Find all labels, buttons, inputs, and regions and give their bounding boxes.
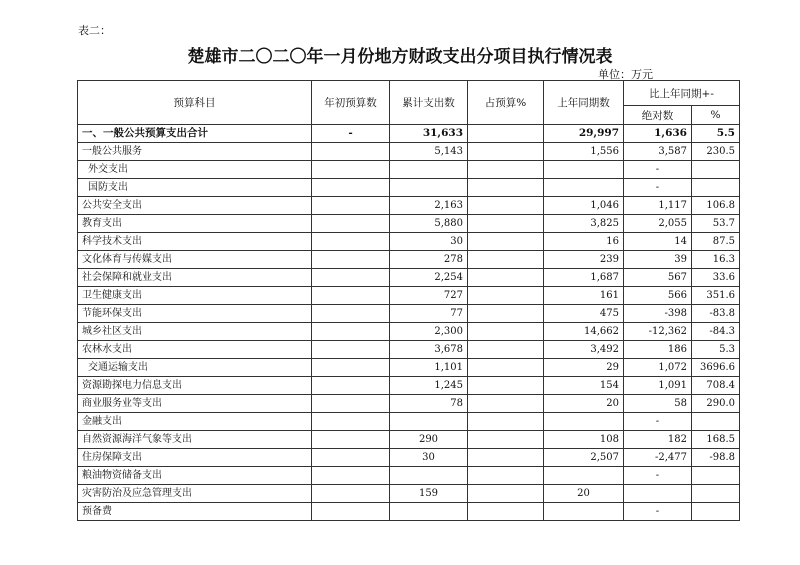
cell-percent (692, 503, 740, 521)
cell-pct-budget (468, 377, 544, 395)
cell-pct-budget (468, 449, 544, 467)
cell-last-year: 2,507 (544, 449, 624, 467)
cell-pct-budget (468, 413, 544, 431)
cell-percent: 53.7 (692, 215, 740, 233)
cell-item: 国防支出 (78, 179, 312, 197)
cell-budget (312, 305, 390, 323)
cell-cumulative: 1,245 (390, 377, 468, 395)
header-budget: 年初预算数 (312, 81, 390, 125)
cell-last-year (544, 161, 624, 179)
cell-absolute: 567 (624, 269, 692, 287)
cell-item: 公共安全支出 (78, 197, 312, 215)
cell-last-year: 108 (544, 431, 624, 449)
cell-item: 教育支出 (78, 215, 312, 233)
cell-last-year: 1,556 (544, 143, 624, 161)
cell-percent: 351.6 (692, 287, 740, 305)
cell-absolute: 566 (624, 287, 692, 305)
cell-absolute: - (624, 467, 692, 485)
cell-cumulative: 30 (390, 449, 468, 467)
cell-last-year: 154 (544, 377, 624, 395)
cell-cumulative: 3,678 (390, 341, 468, 359)
cell-item: 一般公共服务 (78, 143, 312, 161)
cell-pct-budget (468, 485, 544, 503)
table-row (78, 467, 740, 485)
cell-absolute: - (624, 503, 692, 521)
cell-item: 一、一般公共预算支出合计 (78, 125, 312, 143)
cell-absolute (624, 485, 692, 503)
cell-percent: 33.6 (692, 269, 740, 287)
cell-last-year: 20 (544, 485, 624, 503)
cell-pct-budget (468, 215, 544, 233)
cell-item: 资源勘探电力信息支出 (78, 377, 312, 395)
cell-last-year (544, 179, 624, 197)
table-row (78, 359, 740, 377)
cell-cumulative: 1,101 (390, 359, 468, 377)
table-row (78, 323, 740, 341)
cell-budget (312, 233, 390, 251)
cell-budget (312, 341, 390, 359)
cell-pct-budget (468, 287, 544, 305)
cell-absolute: - (624, 161, 692, 179)
table-row (78, 161, 740, 179)
cell-absolute: -2,477 (624, 449, 692, 467)
cell-last-year: 1,046 (544, 197, 624, 215)
report-title: 楚雄市二〇二〇年一月份地方财政支出分项目执行情况表 (187, 47, 613, 67)
cell-item: 科学技术支出 (78, 233, 312, 251)
cell-item: 卫生健康支出 (78, 287, 312, 305)
cell-budget (312, 503, 390, 521)
cell-absolute: 1,091 (624, 377, 692, 395)
table-row (78, 305, 740, 323)
total-row (78, 125, 740, 143)
cell-cumulative: 30 (390, 233, 468, 251)
cell-budget (312, 395, 390, 413)
cell-budget (312, 467, 390, 485)
header-compare: 比上年同期+- (624, 81, 740, 106)
table-row (78, 251, 740, 269)
header-pct-budget: 占预算% (468, 81, 544, 125)
cell-pct-budget (468, 179, 544, 197)
cell-last-year: 3,825 (544, 215, 624, 233)
cell-percent (692, 485, 740, 503)
cell-absolute: - (624, 179, 692, 197)
cell-percent: 16.3 (692, 251, 740, 269)
cell-pct-budget (468, 431, 544, 449)
cell-cumulative: 2,300 (390, 323, 468, 341)
cell-percent (692, 413, 740, 431)
cell-last-year: 29 (544, 359, 624, 377)
cell-budget (312, 287, 390, 305)
cell-cumulative: 77 (390, 305, 468, 323)
cell-cumulative: 2,163 (390, 197, 468, 215)
cell-item: 自然资源海洋气象等支出 (78, 431, 312, 449)
cell-cumulative (390, 413, 468, 431)
cell-item: 金融支出 (78, 413, 312, 431)
cell-last-year (544, 503, 624, 521)
cell-percent: -83.8 (692, 305, 740, 323)
cell-budget: - (312, 125, 390, 143)
cell-last-year: 239 (544, 251, 624, 269)
cell-pct-budget (468, 125, 544, 143)
cell-item: 交通运输支出 (78, 359, 312, 377)
cell-cumulative: 278 (390, 251, 468, 269)
table-row (78, 395, 740, 413)
cell-percent (692, 179, 740, 197)
cell-item: 城乡社区支出 (78, 323, 312, 341)
cell-pct-budget (468, 503, 544, 521)
cell-pct-budget (468, 269, 544, 287)
table-row (78, 449, 740, 467)
cell-budget (312, 377, 390, 395)
table-row (78, 431, 740, 449)
table-row (78, 143, 740, 161)
cell-last-year: 475 (544, 305, 624, 323)
cell-absolute: 58 (624, 395, 692, 413)
cell-cumulative: 159 (390, 485, 468, 503)
cell-absolute: 39 (624, 251, 692, 269)
cell-percent: 3696.6 (692, 359, 740, 377)
cell-item: 农林水支出 (78, 341, 312, 359)
cell-last-year (544, 467, 624, 485)
cell-cumulative: 31,633 (390, 125, 468, 143)
cell-pct-budget (468, 323, 544, 341)
cell-pct-budget (468, 251, 544, 269)
cell-item: 节能环保支出 (78, 305, 312, 323)
cell-absolute: 14 (624, 233, 692, 251)
cell-budget (312, 323, 390, 341)
cell-absolute: 182 (624, 431, 692, 449)
cell-cumulative: 2,254 (390, 269, 468, 287)
cell-item: 社会保障和就业支出 (78, 269, 312, 287)
cell-budget (312, 179, 390, 197)
unit-label: 单位：万元 (598, 68, 653, 81)
table-row (78, 197, 740, 215)
cell-absolute: -12,362 (624, 323, 692, 341)
cell-budget (312, 143, 390, 161)
cell-last-year: 16 (544, 233, 624, 251)
cell-last-year: 20 (544, 395, 624, 413)
cell-percent (692, 467, 740, 485)
cell-percent: -98.8 (692, 449, 740, 467)
cell-last-year: 3,492 (544, 341, 624, 359)
table-row (78, 269, 740, 287)
cell-budget (312, 359, 390, 377)
cell-cumulative (390, 161, 468, 179)
header-cumulative: 累计支出数 (390, 81, 468, 125)
cell-cumulative (390, 503, 468, 521)
cell-last-year (544, 413, 624, 431)
cell-budget (312, 269, 390, 287)
table-row (78, 341, 740, 359)
cell-cumulative: 727 (390, 287, 468, 305)
cell-last-year: 14,662 (544, 323, 624, 341)
cell-pct-budget (468, 359, 544, 377)
cell-item: 预备费 (78, 503, 312, 521)
table-row (78, 215, 740, 233)
table-row (78, 413, 740, 431)
cell-absolute: 2,055 (624, 215, 692, 233)
cell-budget (312, 161, 390, 179)
header-percent: % (692, 106, 740, 125)
cell-budget (312, 431, 390, 449)
table-row (78, 233, 740, 251)
cell-absolute: 1,636 (624, 125, 692, 143)
header-absolute: 绝对数 (624, 106, 692, 125)
cell-percent: 5.3 (692, 341, 740, 359)
cell-absolute: 186 (624, 341, 692, 359)
cell-pct-budget (468, 233, 544, 251)
cell-item: 住房保障支出 (78, 449, 312, 467)
cell-pct-budget (468, 395, 544, 413)
table-row (78, 377, 740, 395)
cell-absolute: 1,072 (624, 359, 692, 377)
cell-absolute: - (624, 413, 692, 431)
table-label: 表二： (78, 24, 111, 37)
cell-last-year: 29,997 (544, 125, 624, 143)
table-row (78, 287, 740, 305)
cell-pct-budget (468, 467, 544, 485)
cell-percent: 106.8 (692, 197, 740, 215)
cell-item: 粮油物资储备支出 (78, 467, 312, 485)
cell-percent: 708.4 (692, 377, 740, 395)
cell-cumulative: 5,880 (390, 215, 468, 233)
cell-percent (692, 161, 740, 179)
cell-pct-budget (468, 305, 544, 323)
table-row (78, 503, 740, 521)
cell-pct-budget (468, 143, 544, 161)
cell-percent: 168.5 (692, 431, 740, 449)
cell-last-year: 161 (544, 287, 624, 305)
cell-budget (312, 485, 390, 503)
cell-pct-budget (468, 197, 544, 215)
cell-percent: 230.5 (692, 143, 740, 161)
cell-budget (312, 215, 390, 233)
cell-item: 灾害防治及应急管理支出 (78, 485, 312, 503)
cell-percent: 87.5 (692, 233, 740, 251)
header-last-year: 上年同期数 (544, 81, 624, 125)
cell-cumulative (390, 467, 468, 485)
expenditure-table (77, 80, 740, 521)
cell-budget (312, 413, 390, 431)
cell-budget (312, 197, 390, 215)
table-row (78, 485, 740, 503)
table-row (78, 179, 740, 197)
cell-cumulative: 5,143 (390, 143, 468, 161)
cell-item: 外交支出 (78, 161, 312, 179)
cell-percent: 5.5 (692, 125, 740, 143)
cell-pct-budget (468, 341, 544, 359)
cell-cumulative (390, 179, 468, 197)
cell-cumulative: 290 (390, 431, 468, 449)
cell-percent: -84.3 (692, 323, 740, 341)
cell-item: 文化体育与传媒支出 (78, 251, 312, 269)
cell-absolute: 1,117 (624, 197, 692, 215)
cell-cumulative: 78 (390, 395, 468, 413)
cell-percent: 290.0 (692, 395, 740, 413)
cell-budget (312, 449, 390, 467)
cell-absolute: 3,587 (624, 143, 692, 161)
cell-pct-budget (468, 161, 544, 179)
cell-last-year: 1,687 (544, 269, 624, 287)
cell-absolute: -398 (624, 305, 692, 323)
cell-budget (312, 251, 390, 269)
table-body (78, 125, 740, 521)
header-item: 预算科目 (78, 81, 312, 125)
cell-item: 商业服务业等支出 (78, 395, 312, 413)
